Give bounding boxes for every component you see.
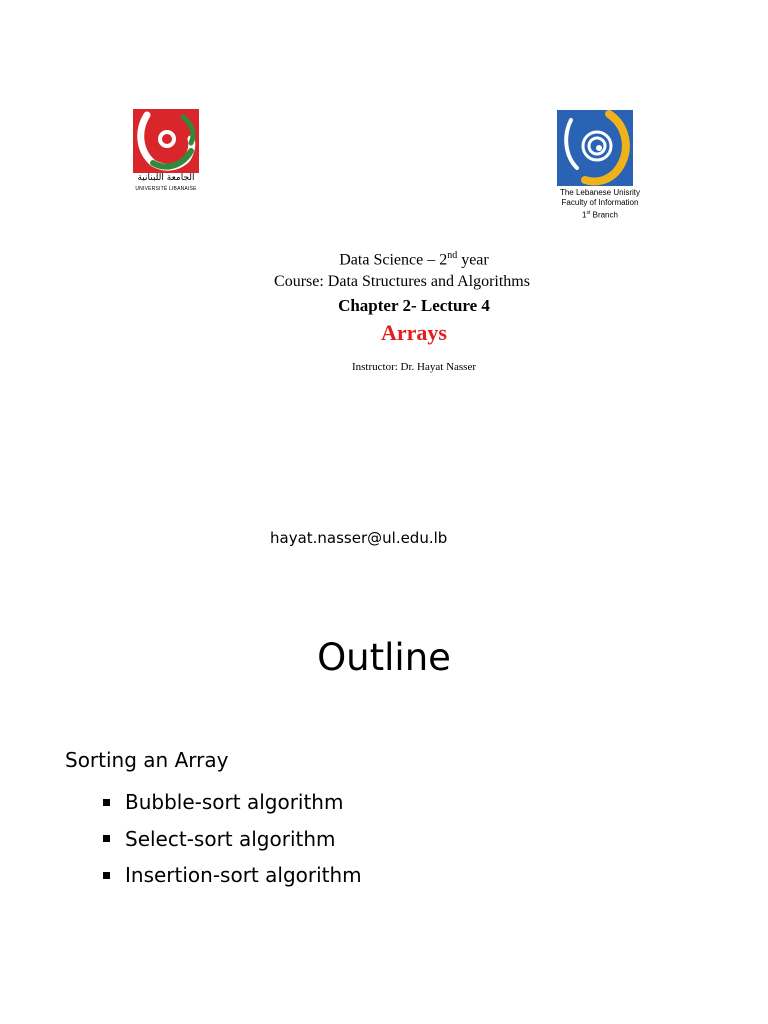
chapter-line: Chapter 2- Lecture 4 — [338, 296, 490, 315]
logo-french-text: UNIVERSITÉ LIBANAISE — [135, 186, 197, 192]
outline-item — [103, 857, 362, 894]
outline-item — [103, 821, 362, 858]
topic-title: Arrays — [381, 320, 447, 345]
caption-university: The Lebanese Unisrity — [559, 188, 641, 197]
program-line: Data Science – 2nd year — [339, 250, 489, 269]
square-bullet-icon — [103, 835, 110, 842]
caption-faculty: Faculty of Information — [561, 198, 639, 207]
outline-list — [103, 784, 362, 894]
faculty-of-information-logo — [557, 110, 633, 186]
logo-arabic-text: الجامعة اللبنانية — [137, 173, 195, 183]
square-bullet-icon — [103, 872, 110, 879]
caption-branch: 1st Branch — [582, 210, 618, 220]
outline-item-label: Select-sort algorithm — [125, 826, 336, 851]
course-line: Course: Data Structures and Algorithms — [274, 273, 530, 290]
outline-section: Sorting an Array — [65, 748, 229, 772]
instructor-line: Instructor: Dr. Hayat Nasser — [351, 361, 477, 373]
university-caption — [540, 188, 660, 221]
lebanese-university-emblem-icon — [133, 109, 199, 173]
outline-item-label: Bubble-sort algorithm — [125, 790, 344, 815]
outline-item-label: Insertion-sort algorithm — [125, 863, 362, 888]
square-bullet-icon — [103, 799, 110, 806]
faculty-emblem-icon — [557, 110, 633, 186]
outline-item — [103, 784, 362, 821]
instructor-email: hayat.nasser@ul.edu.lb — [270, 529, 448, 547]
outline-heading: Outline — [317, 636, 451, 679]
lebanese-university-logo — [133, 109, 199, 197]
